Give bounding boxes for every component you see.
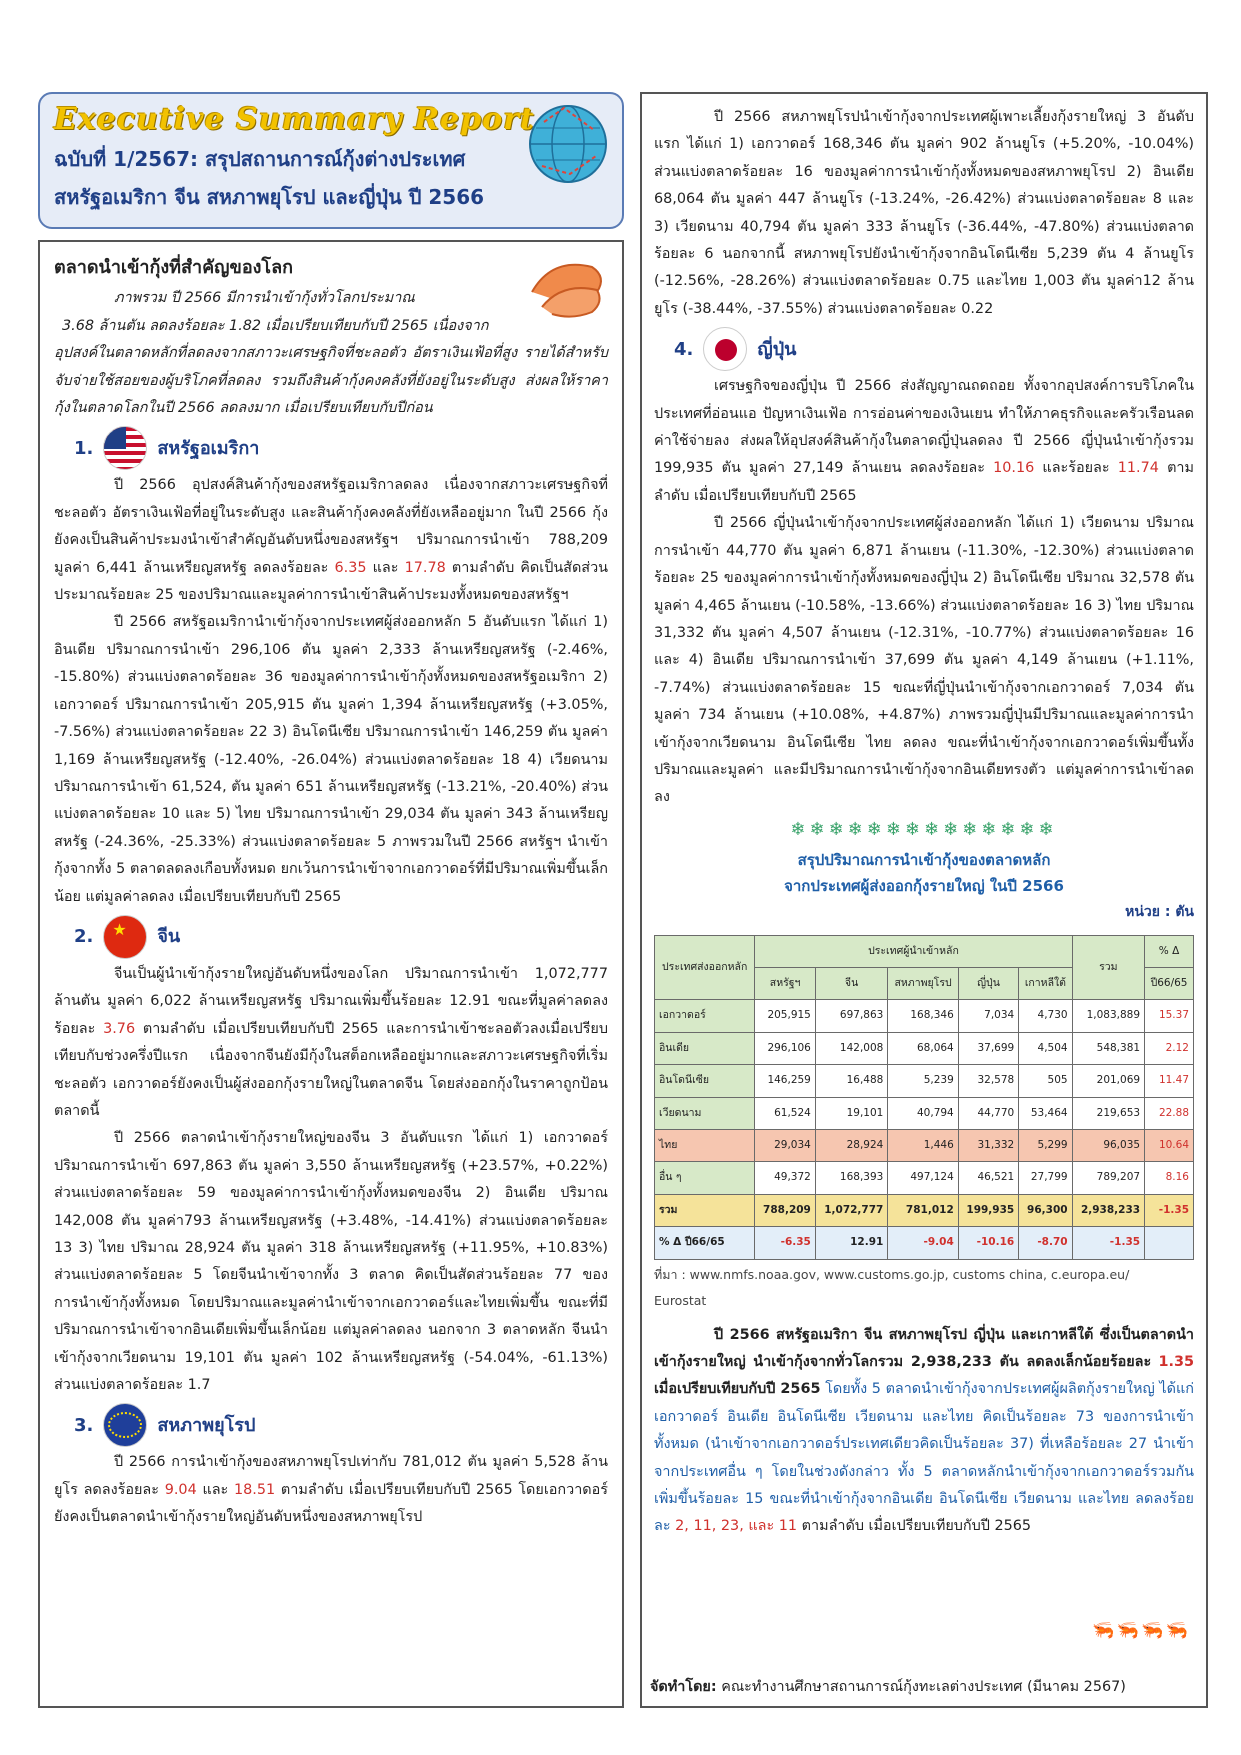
table-cell: -1.35 xyxy=(1072,1227,1144,1259)
jp-number: 4. xyxy=(674,338,694,360)
cn-flag-icon: ★ xyxy=(103,915,147,959)
import-table xyxy=(654,935,1194,1260)
table-cell: 1,072,777 xyxy=(815,1194,887,1226)
jp-paragraph-1: เศรษฐกิจของญี่ปุ่น ปี 2566 ส่งสัญญาณถดถอย ทั้งจากอุปสงค์การบริโภคในประเทศที่อ่อนแอ ปัญหาเงินเฟ้อ การอ่อนค่าของเงินเยน ทำให้ภาคธุรกิจและครัวเรือนลดค่าใช้จ่ายลง ส่งผลให้อุปสงค์สินค้ากุ้งในตลาดญี่ปุ่นลดลง ปี 2566 ญี่ปุ่นนำเข้ากุ้งรวม 199,935 ตัน มูลค่า 27,149 ล้านเยน ลดลงร้อยละ 10.16 และร้อยละ 11.74 ตามลำดับ เมื่อเปรียบเทียบกับปี 2565 xyxy=(654,378,1194,504)
table-cell: 5,239 xyxy=(888,1065,958,1097)
table-row xyxy=(655,1162,1194,1194)
row-label: เวียดนาม xyxy=(655,1097,755,1129)
cn-title: จีน xyxy=(157,926,181,948)
header-col-2: สหภาพยุโรป xyxy=(888,967,958,999)
table-row xyxy=(655,1032,1194,1064)
report-subtitle-markets: สหรัฐอเมริกา จีน สหภาพยุโรป และญี่ปุ่น ปี 2566 xyxy=(54,185,485,209)
table-cell: 199,935 xyxy=(958,1194,1018,1226)
table-cell: 5,299 xyxy=(1019,1130,1072,1162)
table-cell: 53,464 xyxy=(1019,1097,1072,1129)
row-label: ไทย xyxy=(655,1130,755,1162)
jp-flag-icon xyxy=(703,327,747,371)
row-label: เอกวาดอร์ xyxy=(655,1000,755,1032)
us-paragraph-1: ปี 2566 อุปสงค์สินค้ากุ้งของสหรัฐอเมริกาลดลง เนื่องจากสภาวะเศรษฐกิจที่ชะลอตัว อัตราเงินเฟ้อที่อยู่ในระดับสูง และสินค้ากุ้งคงคลังที่ยังเหลืออยู่มาก ในปี 2566 กุ้งยังคงเป็นสินค้าประมงนำเข้าสำคัญอันดับหนึ่งของสหรัฐฯ ปริมาณการนำเข้า 788,209 มูลค่า 6,441 ล้านเหรียญสหรัฐ ลดลงร้อยละ 6.35 และ 17.78 ตามลำดับ คิดเป็นสัดส่วนประมาณร้อยละ 25 ของปริมาณและมูลค่าการนำเข้าสินค้าประมงทั้งหมดของสหรัฐฯ xyxy=(54,477,608,604)
intro-line-3: อุปสงค์ในตลาดหลักที่ลดลงจากสภาวะเศรษฐกิจที่ชะลอตัว อัตราเงินเฟ้อที่สูง รายได้สำหรับจับจ่ายใช้สอยของผู้บริโภคที่ลดลง รวมถึงสินค้ากุ้งคงคลังที่ยังอยู่ในระดับสูง ส่งผลให้ราคากุ้งในตลาดโลกในปี 2566 ลดลงมาก เมื่อเปรียบเทียบกับปีก่อน xyxy=(54,345,608,417)
cn-paragraph-1: จีนเป็นผู้นำเข้ากุ้งรายใหญ่อันดับหนึ่งของโลก ปริมาณการนำเข้า 1,072,777 ล้านตัน มูลค่า 6,022 ล้านเหรียญสหรัฐ ปริมาณเพิ่มขึ้นร้อยละ 12.91 ขณะที่มูลค่าลดลงร้อยละ 3.76 ตามลำดับ เมื่อเปรียบเทียบกับปี 2565 และการนำเข้าชะลอตัวลงเมื่อเปรียบเทียบกับช่วงครึ่งปีแรก เนื่องจากจีนยังมีกุ้งในสต็อกเหลืออยู่มากและสภาวะเศรษฐกิจที่เริ่มชะลอตัว เอกวาดอร์ยังคงเป็นผู้ส่งออกกุ้งรายใหญ่ในตลาดจีน โดยส่งออกกุ้งในราคาถูกป้อนตลาดนี้ xyxy=(54,965,608,1119)
us-flag-icon xyxy=(103,426,147,470)
us-heading xyxy=(74,426,608,470)
table-cell: 789,207 xyxy=(1072,1162,1144,1194)
table-cell: 44,770 xyxy=(958,1097,1018,1129)
source-line-2: Eurostat xyxy=(654,1292,707,1308)
table-cell: 96,035 xyxy=(1072,1130,1144,1162)
header-pct: % Δ xyxy=(1145,935,1194,967)
eu-paragraph-2: ปี 2566 สหภาพยุโรปนำเข้ากุ้งจากประเทศผู้เพาะเลี้ยงกุ้งรายใหญ่ 3 อันดับแรก ได้แก่ 1) เอกวาดอร์ 168,346 ตัน มูลค่า 902 ล้านยูโร (+5.20%, -10.04%) ส่วนแบ่งตลาดร้อยละ 16 ของมูลค่าการนำเข้ากุ้งทั้งหมดของสหภาพยุโรป 2) อินเดีย 68,064 ตัน มูลค่า 447 ล้านยูโร (-13.24%, -26.42%) ส่วนแบ่งตลาดร้อยละ 8 และ 3) เวียดนาม 40,794 ตัน มูลค่า 333 ล้านยูโร (-36.44%, -47.80%) ส่วนแบ่งตลาดร้อยละ 6 นอกจากนี้ สหภาพยุโรปยังนำเข้ากุ้งจากอินโดนีเซีย 5,239 ตัน 4 ล้านยูโร (-12.56%, -28.26%) ส่วนแบ่งตลาดร้อยละ 0.75 และไทย 1,003 ตัน มูลค่า12 ล้านยูโร (-38.44%, -37.55%) ส่วนแบ่งตลาดร้อยละ 0.22 xyxy=(654,109,1194,317)
header-total: รวม xyxy=(1072,935,1144,1000)
header-col-3: ญี่ปุ่น xyxy=(958,967,1018,999)
table-row xyxy=(655,1194,1194,1226)
table-cell: 31,332 xyxy=(958,1130,1018,1162)
table-cell: 11.47 xyxy=(1145,1065,1194,1097)
table-cell: 61,524 xyxy=(755,1097,815,1129)
eu-heading xyxy=(74,1403,608,1447)
table-row xyxy=(655,1065,1194,1097)
table-cell: 2.12 xyxy=(1145,1032,1194,1064)
left-column xyxy=(38,240,624,1708)
table-cell xyxy=(1145,1227,1194,1259)
table-cell: 697,863 xyxy=(815,1000,887,1032)
row-label: อินเดีย xyxy=(655,1032,755,1064)
table-cell: 15.37 xyxy=(1145,1000,1194,1032)
intro-line-1: ภาพรวม ปี 2566 มีการนำเข้ากุ้งทั่วโลกประมาณ xyxy=(114,290,415,307)
row-label: อินโดนีเซีย xyxy=(655,1065,755,1097)
globe-icon xyxy=(524,100,612,188)
row-label: % Δ ปี66/65 xyxy=(655,1227,755,1259)
table-cell: -10.16 xyxy=(958,1227,1018,1259)
table-cell: 505 xyxy=(1019,1065,1072,1097)
table-row xyxy=(655,1227,1194,1259)
made-by xyxy=(650,1675,1126,1698)
table-cell: 205,915 xyxy=(755,1000,815,1032)
table-cell: -1.35 xyxy=(1145,1194,1194,1226)
table-cell: 4,504 xyxy=(1019,1032,1072,1064)
table-cell: 22.88 xyxy=(1145,1097,1194,1129)
table-unit: หน่วย : ตัน xyxy=(1125,904,1194,921)
made-by-label: จัดทำโดย: xyxy=(650,1679,717,1695)
table-row xyxy=(655,1130,1194,1162)
table-cell: 497,124 xyxy=(888,1162,958,1194)
table-cell: 29,034 xyxy=(755,1130,815,1162)
report-title: Executive Summary Report xyxy=(54,102,535,137)
eu-title: สหภาพยุโรป xyxy=(157,1414,256,1436)
intro-line-2: 3.68 ล้านตัน ลดลงร้อยละ 1.82 เมื่อเปรียบเทียบกับปี 2565 เนื่องจาก xyxy=(62,317,489,334)
table-cell: -9.04 xyxy=(888,1227,958,1259)
header-pct-year: ปี66/65 xyxy=(1145,967,1194,999)
eu-flag-icon xyxy=(103,1403,147,1447)
header-importer: ประเทศผู้นำเข้าหลัก xyxy=(755,935,1072,967)
divider-stars: ❄❄❄❄❄❄❄❄❄❄❄❄❄❄ xyxy=(790,818,1058,840)
shrimp-icon xyxy=(522,252,612,322)
table-cell: 40,794 xyxy=(888,1097,958,1129)
cn-paragraph-2: ปี 2566 ตลาดนำเข้ากุ้งรายใหญ่ของจีน 3 อันดับแรก ได้แก่ 1) เอกวาดอร์ ปริมาณการนำเข้า 697,863 ตัน มูลค่า 3,550 ล้านเหรียญสหรัฐ (+23.57%, +0.22%) ส่วนแบ่งตลาดร้อยละ 59 ของมูลค่าการนำเข้ากุ้งทั้งหมดของจีน 2) อินเดีย ปริมาณ 142,008 ตัน มูลค่า793 ล้านเหรียญสหรัฐ (+3.48%, -14.41%) ส่วนแบ่งตลาดร้อยละ 13 3) ไทย ปริมาณ 28,924 ตัน มูลค่า 318 ล้านเหรียญสหรัฐ (+11.95%, +10.83%) ส่วนแบ่งตลาดร้อยละ 5 โดยจีนนำเข้าจากทั้ง 3 ตลาด คิดเป็นสัดส่วนร้อยละ 77 ของการนำเข้ากุ้งทั้งหมด โดยปริมาณและมูลค่านำเข้าจากเอกวาดอร์และไทยเพิ่มขึ้น ขณะที่มีปริมาณการนำเข้าจากอินเดียเพิ่มขึ้นเล็กน้อย แต่มูลค่าลดลง นอกจาก 3 ตลาดหลัก จีนนำเข้ากุ้งจากเวียดนาม 19,101 ตัน มูลค่า 102 ล้านเหรียญสหรัฐ (-54.04%, -61.13%) ส่วนแบ่งตลาดร้อยละ 1.7 xyxy=(54,1130,608,1394)
table-cell: 201,069 xyxy=(1072,1065,1144,1097)
table-cell: 142,008 xyxy=(815,1032,887,1064)
table-cell: -6.35 xyxy=(755,1227,815,1259)
footer xyxy=(640,1612,1208,1708)
right-column xyxy=(640,92,1208,1612)
table-cell: 1,446 xyxy=(888,1130,958,1162)
jp-paragraph-2: ปี 2566 ญี่ปุ่นนำเข้ากุ้งจากประเทศผู้ส่งออกหลัก ได้แก่ 1) เวียดนาม ปริมาณการนำเข้า 44,770 ตัน มูลค่า 6,871 ล้านเยน (-11.30%, -12.30%) ส่วนแบ่งตลาดร้อยละ 25 ของมูลค่าการนำเข้ากุ้งทั้งหมดของญี่ปุ่น 2) อินโดนีเซีย ปริมาณ 32,578 ตัน มูลค่า 4,465 ล้านเยน (-10.58%, -13.66%) ส่วนแบ่งตลาดร้อยละ 16 3) ไทย ปริมาณ 31,332 ตัน มูลค่า 4,507 ล้านเยน (-12.31%, -10.77%) ส่วนแบ่งตลาดร้อยละ 16 และ 4) อินเดีย ปริมาณการนำเข้า 37,699 ตัน มูลค่า 4,149 ล้านเยน (+1.11%, -7.74%) ส่วนแบ่งตลาดร้อยละ 15 ขณะที่ญี่ปุ่นนำเข้ากุ้งจากเอกวาดอร์ 7,034 ตัน มูลค่า 734 ล้านเยน (+10.08%, +4.87%) ภาพรวมญี่ปุ่นมีปริมาณและมูลค่าการนำเข้ากุ้งจากเวียดนาม อินโดนีเซีย ไทย ลดลง ขณะที่นำเข้ากุ้งจากเอกวาดอร์เพิ่มขึ้นทั้งปริมาณและมูลค่า และมีปริมาณการนำเข้ากุ้งจากอินเดียทรงตัว แต่มูลค่าการนำเข้าลดลง xyxy=(654,515,1194,806)
report-subtitle-issue: ฉบับที่ 1/2567: สรุปสถานการณ์กุ้งต่างประเทศ xyxy=(54,147,466,171)
table-body xyxy=(655,1000,1194,1259)
table-cell: 2,938,233 xyxy=(1072,1194,1144,1226)
summary-paragraph: ปี 2566 สหรัฐอเมริกา จีน สหภาพยุโรป ญี่ปุ่น และเกาหลีใต้ ซึ่งเป็นตลาดนำเข้ากุ้งรายใหญ่ นำเข้ากุ้งจากทั่วโลกรวม 2,938,233 ตัน ลดลงเล็กน้อยร้อยละ 1.35 เมื่อเปรียบเทียบกับปี 2565 โดยทั้ง 5 ตลาดนำเข้ากุ้งจากประเทศผู้ผลิตกุ้งรายใหญ่ ได้แก่ เอกวาดอร์ อินเดีย อินโดนีเซีย เวียดนาม และไทย คิดเป็นร้อยละ 73 ของการนำเข้าทั้งหมด (นำเข้าจากเอกวาดอร์ประเทศเดียวคิดเป็นร้อยละ 37) ที่เหลือร้อยละ 27 นำเข้าจากประเทศอื่น ๆ โดยในช่วงดังกล่าว ทั้ง 5 ตลาดหลักนำเข้ากุ้งจากเอกวาดอร์รวมกัน เพิ่มขึ้นร้อยละ 15 ขณะที่นำเข้ากุ้งจากอินเดีย อินโดนีเซีย เวียดนาม และไทย ลดลงร้อยละ 2, 11, 23, และ 11 ตามลำดับ เมื่อเปรียบเทียบกับปี 2565 xyxy=(654,1326,1194,1535)
us-number: 1. xyxy=(74,437,94,459)
header-col-0: สหรัฐฯ xyxy=(755,967,815,999)
table-row xyxy=(655,1097,1194,1129)
table-cell: 46,521 xyxy=(958,1162,1018,1194)
cn-number: 2. xyxy=(74,926,94,948)
table-cell: 12.91 xyxy=(815,1227,887,1259)
table-cell: 68,064 xyxy=(888,1032,958,1064)
table-row xyxy=(655,1000,1194,1032)
jp-title: ญี่ปุ่น xyxy=(757,338,797,360)
table-cell: -8.70 xyxy=(1019,1227,1072,1259)
table-cell: 788,209 xyxy=(755,1194,815,1226)
table-cell: 548,381 xyxy=(1072,1032,1144,1064)
table-cell: 96,300 xyxy=(1019,1194,1072,1226)
table-cell: 168,346 xyxy=(888,1000,958,1032)
table-cell: 4,730 xyxy=(1019,1000,1072,1032)
table-title-2: จากประเทศผู้ส่งออกกุ้งรายใหญ่ ในปี 2566 xyxy=(784,877,1064,896)
table-cell: 37,699 xyxy=(958,1032,1018,1064)
table-cell: 219,653 xyxy=(1072,1097,1144,1129)
row-label: รวม xyxy=(655,1194,755,1226)
jp-heading xyxy=(674,327,1194,371)
made-by-text: คณะทำงานศึกษาสถานการณ์กุ้งทะเลต่างประเทศ (มีนาคม 2567) xyxy=(721,1679,1126,1695)
source-line-1: ที่มา : www.nmfs.noaa.gov, www.customs.go.jp, customs china, c.europa.eu/ xyxy=(654,1266,1130,1282)
eu-number: 3. xyxy=(74,1414,94,1436)
us-paragraph-2: ปี 2566 สหรัฐอเมริกานำเข้ากุ้งจากประเทศผู้ส่งออกหลัก 5 อันดับแรก ได้แก่ 1) อินเดีย ปริมาณการนำเข้า 296,106 ตัน มูลค่า 2,333 ล้านเหรียญสหรัฐ (-2.46%, -15.80%) ส่วนแบ่งตลาดร้อยละ 36 ของมูลค่าการนำเข้ากุ้งทั้งหมดของสหรัฐอเมริกา 2) เอกวาดอร์ ปริมาณการนำเข้า 205,915 ตัน มูลค่า 1,394 ล้านเหรียญสหรัฐ (+3.05%, -7.56%) ส่วนแบ่งตลาดร้อยละ 22 3) อินโดนีเซีย ปริมาณการนำเข้า 146,259 ตัน มูลค่า 1,169 ล้านเหรียญสหรัฐ (-12.40%, -26.04%) ส่วนแบ่งตลาดร้อยละ 18 4) เวียดนาม ปริมาณการนำเข้า 61,524, ตัน มูลค่า 651 ล้านเหรียญสหรัฐ (-13.21%, -20.40%) ส่วนแบ่งตลาดร้อยละ 10 และ 5) ไทย ปริมาณการนำเข้า 29,034 ตัน มูลค่า 343 ล้านเหรียญสหรัฐ (-24.36%, -25.33%) ส่วนแบ่งตลาดร้อยละ 5 ภาพรวมในปี 2566 สหรัฐฯ นำเข้ากุ้งจากทั้ง 5 ตลาดลดลงเกือบทั้งหมด ยกเว้นการนำเข้าจากเอกวาดอร์ที่มีปริมาณเพิ่มขึ้นเล็กน้อย แต่มูลค่าลดลง เมื่อเปรียบเทียบกับปี 2565 xyxy=(54,614,608,905)
section-title: ตลาดนำเข้ากุ้งที่สำคัญของโลก xyxy=(54,257,294,278)
table-title-1: สรุปปริมาณการนำเข้ากุ้งของตลาดหลัก xyxy=(797,851,1051,870)
table-cell: 28,924 xyxy=(815,1130,887,1162)
table-cell: 32,578 xyxy=(958,1065,1018,1097)
us-title: สหรัฐอเมริกา xyxy=(157,437,260,459)
header-col-4: เกาหลีใต้ xyxy=(1019,967,1072,999)
table-cell: 49,372 xyxy=(755,1162,815,1194)
table-cell: 19,101 xyxy=(815,1097,887,1129)
table-cell: 296,106 xyxy=(755,1032,815,1064)
table-cell: 8.16 xyxy=(1145,1162,1194,1194)
table-cell: 7,034 xyxy=(958,1000,1018,1032)
table-cell: 781,012 xyxy=(888,1194,958,1226)
table-cell: 16,488 xyxy=(815,1065,887,1097)
table-cell: 168,393 xyxy=(815,1162,887,1194)
header-col-1: จีน xyxy=(815,967,887,999)
report-header xyxy=(38,92,624,229)
shrimp-decoration-icon: 🦐🦐🦐🦐 xyxy=(1092,1620,1190,1641)
eu-paragraph-1: ปี 2566 การนำเข้ากุ้งของสหภาพยุโรปเท่ากับ 781,012 ตัน มูลค่า 5,528 ล้านยูโร ลดลงร้อยละ 9.04 และ 18.51 ตามลำดับ เมื่อเปรียบเทียบกับปี 2565 โดยเอกวาดอร์ยังคงเป็นตลาดนำเข้ากุ้งรายใหญ่อันดับหนึ่งของสหภาพยุโรป xyxy=(54,1454,608,1526)
table-cell: 10.64 xyxy=(1145,1130,1194,1162)
table-cell: 27,799 xyxy=(1019,1162,1072,1194)
table-cell: 146,259 xyxy=(755,1065,815,1097)
table-cell: 1,083,889 xyxy=(1072,1000,1144,1032)
row-label: อื่น ๆ xyxy=(655,1162,755,1194)
header-exporter: ประเทศส่งออกหลัก xyxy=(655,935,755,1000)
cn-heading xyxy=(74,915,608,959)
